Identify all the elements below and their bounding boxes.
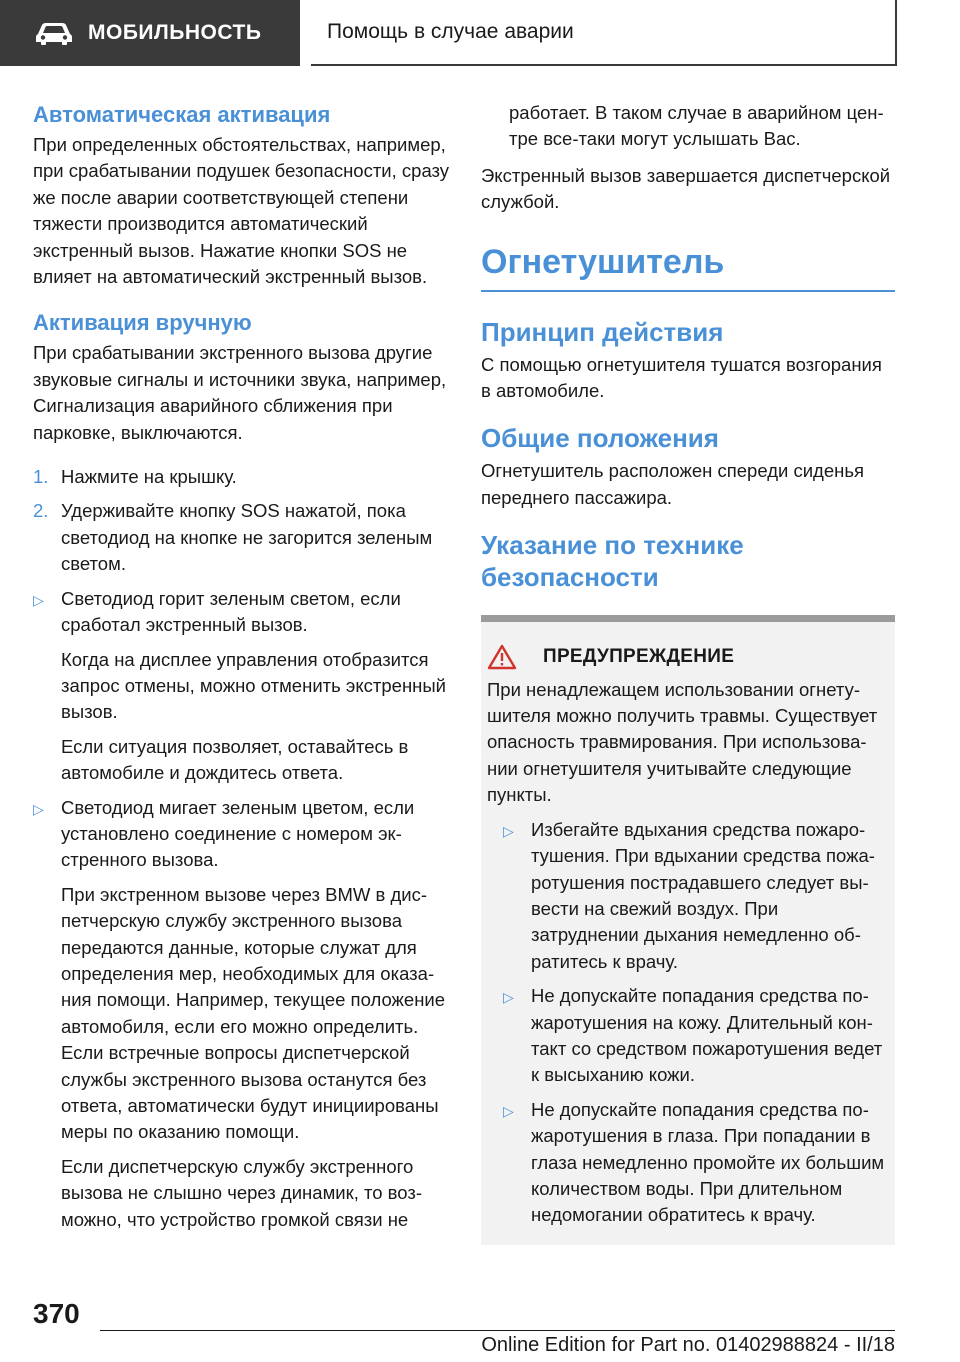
paragraph-general: Огнетушитель расположен спереди сиденья переднего пассажира.: [481, 460, 865, 508]
result-item: [33, 586, 453, 639]
footer-rule: [100, 1330, 895, 1331]
warning-item: [503, 1097, 885, 1229]
left-column: [33, 100, 453, 1233]
triangle-bullet-icon: ▷: [503, 822, 514, 839]
warning-title: ПРЕДУПРЕЖДЕНИЕ: [543, 646, 735, 668]
warning-item-text: Избегайте вдыхания средства пожаротушения. При вдыхании средства пожаротушения пострадавшего следует вывести на свежий воздух. При затруднении дыхания немедленно обратитесь к врачу.: [531, 818, 875, 972]
result-note: Если диспетчерскую службу экстренного вызова не слышно через динамик, то возможно, что устройство громкой связи не: [61, 1155, 423, 1230]
step-item: [33, 498, 453, 577]
car-icon: [34, 20, 74, 46]
warning-box: [481, 615, 895, 1245]
paragraph-call-end: Экстренный вызов завершается диспетчерской службой.: [481, 164, 891, 213]
edition-text: Online Edition for Part no. 01402988824 - II/18: [481, 1334, 895, 1356]
heading-auto-activation: Автоматическая активация: [33, 102, 331, 127]
step-text: Удерживайте кнопку SOS нажатой, пока светодиод на кнопке не загорится зеленым светом.: [61, 500, 433, 575]
warning-item: [503, 983, 885, 1089]
warning-item: [503, 817, 885, 975]
result-text: Светодиод горит зеленым светом, если сработал экстренный вызов.: [61, 587, 401, 636]
heading-manual-activation: Активация вручную: [33, 310, 252, 336]
heading-general: Общие положения: [481, 423, 719, 454]
paragraph-principle: С помощью огнетушителя тушатся возгорания в автомобиле.: [481, 353, 882, 402]
page-number: 370: [33, 1298, 80, 1329]
warning-item-text: Не допускайте попадания средства пожаротушения на кожу. Длительный контакт со средством пожаротушения ведет к высыханию кожи.: [531, 985, 883, 1086]
step-number: 2.: [33, 500, 49, 522]
result-item: [33, 795, 453, 874]
triangle-bullet-icon: ▷: [33, 591, 44, 608]
chapter-title: Помощь в случае аварии: [327, 20, 574, 43]
right-column: [481, 100, 895, 1245]
warning-text: При ненадлежащем использовании огнетушителя можно получить травмы. Существует опасность травмирования. При использовании огнетушителя учитывайте следующие пункты.: [487, 678, 878, 806]
result-note: Когда на дисплее управления отобразится запрос отмены, можно отменить экстренный вызов.: [61, 648, 447, 723]
section-header: [0, 0, 300, 66]
section-title: МОБИЛЬНОСТЬ: [88, 21, 262, 44]
warning-triangle-icon: [487, 644, 517, 670]
continued-text: работает. В таком случае в аварийном центре все-таки могут услышать Вас.: [509, 102, 884, 150]
triangle-bullet-icon: ▷: [503, 989, 514, 1006]
paragraph-auto-activation: При определенных обстоятельствах, например, при срабатывании подушек безопасности, сразу же после аварии соответствующей степени тяжести производится автоматический экстренный вызов. Нажатие кнопки SOS не влияет на автоматический экстренный вызов.: [33, 134, 450, 288]
heading-safety: Указание по технике безопасности: [481, 530, 744, 593]
warning-header: [487, 644, 885, 670]
heading-principle: Принцип действия: [481, 316, 724, 347]
result-note: Если ситуация позволяет, оставайтесь в автомобиле и дождитесь ответа.: [61, 735, 409, 784]
result-note: При экстренном вызове через BMW в диспетчерскую службу экстренного вызова передаются данные, которые служат для определения мер, необходимых для оказания помощи. Например, текущее положение автомобиля, если его можно определить. Если встречные вопросы диспетчерской службы экстренного вызова останутся без ответа, автоматически будут инициированы меры по оказанию помощи.: [61, 883, 446, 1143]
warning-item-text: Не допускайте попадания средства пожаротушения в глаза. При попадании в глаза немедленно промойте их большим количеством воды. При длительном недомогании обратитесь к врачу.: [531, 1098, 885, 1226]
step-item: [33, 464, 453, 490]
step-number: 1.: [33, 466, 49, 488]
triangle-bullet-icon: ▷: [33, 800, 44, 817]
heading-fire-extinguisher: Огнетушитель: [481, 242, 725, 281]
triangle-bullet-icon: ▷: [503, 1102, 514, 1119]
result-text: Светодиод мигает зеленым цветом, если установлено соединение с номером экстренного вызова.: [61, 796, 415, 871]
chapter-header: [311, 0, 897, 66]
paragraph-manual-activation: При срабатывании экстренного вызова другие звуковые сигналы и источники звука, например, Сигнализация аварийного сближения при парковке, выключаются.: [33, 342, 447, 443]
step-text: Нажмите на крышку.: [61, 466, 237, 488]
